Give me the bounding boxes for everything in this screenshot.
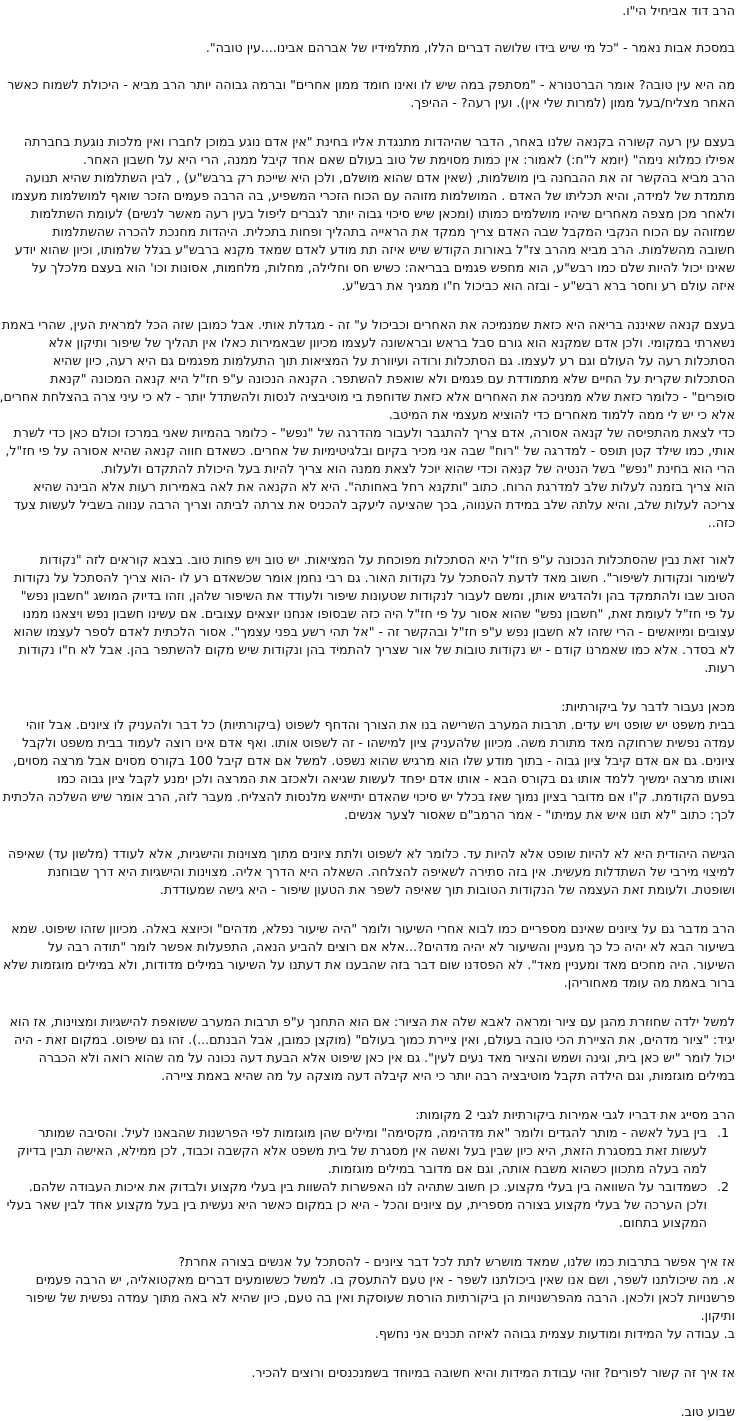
text-line: למיצוי מירבי של השתדלות מעשית. אין בזה סתירה לשאיפה להצלחה. השאלה היא הדרך אליה. מצוינות והישגיות היא דרך שבוחנת <box>47 864 735 879</box>
text-line: שבוע טוב. <box>680 1404 735 1419</box>
text-line: שאינו יכול להיות שלם כמו רבש"ע, הוא מחפש פגמים בבריאה: כשיש חס וחלילה, מחלות, מלחמות, אסונות וכו' הוא בעצם מלכלך על <box>31 260 735 275</box>
paragraph-gap <box>7 677 735 698</box>
text-line: הסתכלות שקרית על החיים שלא מתמודדת עם פגמים ולא שואפת להשתפר. הקנאה הנכונה ע"פ חז"ל היא קנאה המכונה "קנאת <box>50 371 735 386</box>
text-line: הרי הוא בחינת "נפש" בשל הנטיה של קנאה וכדי שהוא יוכל לצאת ממנה הוא צריך להיות בעל היכולת להתקדם ולעלות. <box>100 461 735 476</box>
text-line: על פי חז"ל לעומת זאת, "חשבון נפש" שהוא אסור על פי חז"ל היה כזה שבסופו אנחנו יוצאים עצובים. אם עשינו חשבון נפש ויצאנו ממנו <box>22 606 735 621</box>
paragraph-evil-eye-jealousy <box>7 133 735 295</box>
paragraph-gap <box>7 1343 735 1364</box>
text-line: סופרים" - כלומר כזאת שלא ממניכה את האחרים אלא כזאת שדוחפת בי מוטיבציה לנסות ולהשתדל יותר - לא כי עיני צרה בהצלחת אחרים, <box>0 389 735 404</box>
text-line: שמזוהה עם הכוח הנקבי המקבל שבה האדם צריך ממקד את הראייה בתהליך ופחות בתכלית. היהדות מחנכת להכרה שהשתלמות <box>52 224 735 239</box>
closing-line <box>7 1403 735 1421</box>
paragraph-gap <box>7 992 735 1013</box>
text-line: אז איך זה קשור לפורים? זוהי עבודת המידות והיא חשובה במיוחד בשמנכנסים ורוצים להכיר. <box>251 1365 735 1380</box>
paragraph-gap <box>7 1085 735 1106</box>
text-line: עמדה נפשית שרחוקה מאד מתורת משה. מכיוון שלהעניק ציון למישהו - זה לשפוט אותו. ואף אדם אינו רוצה לעמוד בבית משפט ולקבל <box>22 735 735 750</box>
paragraph-child-drawing <box>7 1013 735 1085</box>
opening-line <box>7 2 735 20</box>
paragraph-avot-quote <box>7 39 735 57</box>
text-line: צריכה לעלות שלב, והיא עלתה שלב במידת הענווה, בכך שהציעה ליעקב להכניס את צרתה לביתה וצריך הרבה ענווה בשביל לעשות צעד <box>13 497 735 512</box>
paragraph-exceptions-intro <box>7 1106 735 1124</box>
paragraph-gap <box>7 112 735 133</box>
text-line: מתמדת של למידה, והיא תכליתו של האדם . המושלמות מזוהה עם הכוח הזכרי המשפיע, בה הרבה פעמים הזכר שואף למושלמות מעצמו <box>11 188 735 203</box>
text-line: הסתכלות רעה על העולם וגם רע לעצמו. גם הסתכלות ורודה ועיוורת על המציאות תוך התעלמות מפגמים גם היא רעה, כיון שהיא <box>52 353 735 368</box>
text-line: לשימור ונקודות לשיפור". חשוב מאד לדעת להסתכל על נקודות האור. גם רבי נחמן אומר שכשאדם רע לו -הוא צריך להסתכל על נקודות <box>13 570 735 585</box>
paragraph-gap <box>7 20 735 39</box>
exceptions-list <box>7 1124 735 1232</box>
list-item <box>6 1178 729 1232</box>
text-line: עצובים ומיואשים - הרי שזהו לא חשבון נפש ע"פ חז"ל ובהקשר זה - "אל תהי רשע בפני עצמך". אסור הלכתית לאדם לספר לעצמו שהוא <box>13 624 735 639</box>
text-line: הטוב שבו ולהתמקד בהן ולהדגיש אותן, ומשם לעבור לנקודות שטעונות שיפור ולעודד את השיפור שלהן, וזהו בדיוק המושג "חשבון נפש" <box>20 588 735 603</box>
paragraph-witness-not-judge <box>7 845 735 899</box>
text-line: הגישה היהודית היא לא להיות שופט אלא להיות עד. כלומר לא לשפוט ולתת ציונים מתוך מצוינות והישגיות, אלא לעודד (מלשון עד) שאיפה <box>8 846 735 861</box>
paragraph-unhealthy-jealousy <box>0 316 735 532</box>
text-line: לעשות זאת במסגרת הזאת, היא כיון שבין בעל ואשה אין מסגרת של בית משפט אלא הקשבה וכבוד, לכן ממילא, האישה תבין בדיוק <box>17 1143 707 1158</box>
text-line: האחר מצליח/בעל ממון (למרות שלי אין). ועין רעה? - ההיפך. <box>410 95 735 110</box>
text-line: בעצם עין רעה קשורה בקנאה שלנו באחר, הדבר שהיהדות מתנגדת אליו בחינת "אין אדם נוגע במוכן לחברו ואין מלכות נוגעת בחברתה <box>23 134 735 149</box>
paragraph-gap <box>7 57 735 76</box>
paragraph-good-eye-definition <box>7 76 735 112</box>
text-line: כשמדובר על השוואה בין בעלי מקצוע. כן חשוב שתהיה לנו האפשרות להשוות בין בעלי מקצוע ולבדוק את איכות העבודה שלהם. <box>28 1179 707 1194</box>
paragraph-sober-view <box>7 551 735 677</box>
text-line: מה היא עין טובה? אומר הברטנורא - "מסתפק במה שיש לו ואינו חומד ממון אחרים" וברמה גבוהה יותר הרב מביא - היכולת לשמוח כאשר <box>7 77 735 92</box>
text-line: בבית משפט יש שופט ויש עדים. תרבות המערב השרישה בנו את הצורך והדחף לשפוט (ביקורתיות) כל דבר ולהעניק לו ציונים. אבל זוהי <box>26 717 735 732</box>
text-line: לאור זאת נבין שהסתכלות הנכונה ע"פ חז"ל היא הסתכלות מפוכחת על המציאות. יש טוב ויש פחות טוב. בצבא קוראים לזה "נקודות <box>39 552 735 567</box>
paragraph-gap <box>7 1382 735 1403</box>
paragraph-non-numeric-grades <box>3 920 735 992</box>
text-line: המקצוע בתחום. <box>618 1215 707 1230</box>
text-line: לכך: כתוב "לא תונו איש את עמיתו" - אמר הרמב"ם שאסור לצער אנשים. <box>344 807 735 822</box>
list-item <box>7 1124 729 1178</box>
text-line: במסכת אבות נאמר - "כל מי שיש בידו שלושה דברים הללו, מתלמידיו של אברהם אבינו....עין טובה". <box>205 40 735 55</box>
text-line: הוא צריך בזמנה לעלות שלב למדרגת הרוח. כתוב "ותקנא רחל באחותה". היא לא הקנאה את לאה באמירות רעות אלא הבינה שהיא <box>33 479 735 494</box>
text-line: ותיקון. <box>700 1308 735 1323</box>
text-line: אפילו כמלוא נימה" (יומא ל"ח:) לאמור: אין כמות מסוימת של טוב בעולם שאם אחד קיבל ממנה, הרי היא על חשבון האחר. <box>83 152 735 167</box>
text-line: ברור באמת מה עומד מאחוריהן. <box>563 975 735 990</box>
text-line: רעות. <box>704 660 735 675</box>
text-line: איזה עולם רע וחסר ברא רבש"ע - ובזה הוא כביכול ח"ו ממגיך את רבש"ע. <box>341 278 735 293</box>
text-line: בפעם הקודמת. ק"ו אם מדובר בציון נמוך שאז בכלל יש סיכוי שהאדם יתייאש מלנסות להצליח. מעבר לזה, הרב אומר שיש השלכה הלכתית <box>2 789 735 804</box>
paragraph-gap <box>7 532 735 551</box>
text-line: בין בעל לאשה - מותר להגדים ולומר "את מדהימה, מקסימה" ומילים שהן מוגזמות לפי הפרשנות שהבאנו לעיל. והסיבה שמותר <box>38 1125 707 1140</box>
paragraph-gap <box>7 899 735 920</box>
paragraph-gap <box>7 1232 735 1253</box>
text-line: חשובה מהשלמות. הרב מביא מהרב צז"ל באורות הקודש שיש איזה תת מודע לאדם שמאד מקנא ברבש"ע בגלל שלמותו, וכיון שהוא יודע <box>14 242 735 257</box>
text-line: למשל ילדה שחוזרת מהגן עם ציור ומראה לאבא שלה את הציור: אם הוא התחנך ע"פ תרבות המערב ששואפת להישגיות ומצוינות, אז הוא <box>9 1014 735 1029</box>
text-line: ציונים. גם אם אדם קיבל ציון גבוה - בתוך מודע שלו הוא מרגיש שהוא נשפט. למשל אם אדם קיבל 100 בקורס מסוים אבל מרצה מסוים, <box>13 753 735 768</box>
text-line: בעצם קנאה שאיננה בריאה היא כזאת שמנמיכה את האחרים וכביכול ע" זה - מגדלת אותי. אבל כמובן שזה הכל למראית העין, שהרי באמת <box>1 317 735 332</box>
list-number: 1. <box>716 1125 729 1140</box>
paragraph-gap <box>7 824 735 845</box>
text-line: ולכן הערכה של בעלי מקצוע בצורה מספרית, עם ציונים והכל - היא כן במקום כאשר היא נעשית בין בעל מקצוע אחד לבין שאר בעלי <box>6 1197 707 1212</box>
text-line: בשיעור הבא לא יהיה כל כך מעניין והשיעור לא יהיה מדהים?...אלא אם רוצים להביע הנאה, התפעלות אפשר לומר "תודה רבה על <box>47 939 735 954</box>
text-line: אותי, כמו שילד קטן תופס - למדרגה של "רוח" שבה אני מכיר בקיום ובלגיטימיות של אחרים. כשאדם חווה קנאה שהיא אסורה על פי חז"ל, <box>5 443 735 458</box>
text-line: ולאחר מכן מצפה מאחרים שיהיו מושלמים כמותו (ומכאן שיש סיכוי גבוה יותר לגברים ליפול בעין רעה מאשר לנשים) לעומת השתלמות <box>30 206 735 221</box>
text-line: ב. עבודה על המידות ומודעות עצמית גבוהה לאיזה תכנים אני נחשף. <box>374 1326 735 1341</box>
text-line: פרשנויות לכאן ולכאן. הרבה מהפרשנויות הן ביקורתיות הורסת שעוסקת ואין בה טעם, כיון שהיא לא באה מתוך עמדה נפשית של שיפור <box>25 1290 735 1305</box>
text-line: הרב מביא בהקשר זה את ההבחנה בין מושלמות, (שאין אדם שהוא מושלם, ולכן היא שייכת רק ברבש"ע) , לבין השתלמות שהיא תנועה <box>25 170 735 185</box>
text-line: ואותו מרצה ימשיך ללמד אותו גם בקורס הבא - אותו אדם יפחד לעשות שגיאה ולאכזב את המרצה ולכן ימנע לקבל ציון גבוה כמו <box>57 771 735 786</box>
text-line: אז איך אפשר בתרבות כמו שלנו, שמאד מושרש לתת לכל דבר ציונים - להסתכל על אנשים בצורה אחרת? <box>178 1254 735 1269</box>
text-line: למה בעלה מתכוון כשהוא משבח אותה, וגם אם מדובר במילים מוגזמות. <box>327 1161 707 1176</box>
paragraph-gap <box>7 295 735 316</box>
text-line: נשארתי במקומי. ולכן אדם שמקנא הוא גורם סבל בראש ובראשונה לעצמו מכיוון שבאמירות כאלו אין תהליך של שיפור ותיקון אלא <box>48 335 735 350</box>
text-line: אלא כי יש לי ממה ללמוד מאחרים כדי להוציא מעצמי את המיטב. <box>388 407 735 422</box>
text-line: ושופטת. ולעומת זאת העצמה של הנקודות הטובות תוך שאיפה לשפר את הטעון שיפור - היא גישה שמעודדת. <box>159 882 735 897</box>
text-line: כזה.. <box>707 515 735 530</box>
text-line: כדי לצאת מהתפיסה של קנאה אסורה, אדם צריך להתגבר ולעבור מהדרגה של "נפש" - כלומר בהמיות שאני במרכז וכולם כאן כדי לשרת <box>13 425 735 440</box>
list-number: 2. <box>716 1179 729 1194</box>
text-line: במילים מוגזמות, וגם הילדה תקבל מוטיבציה רבה יותר כי היא קיבלה דעה מוצקה על מה שהיא באמת ציירה. <box>161 1068 735 1083</box>
paragraph-how-to-change <box>7 1253 735 1343</box>
text-line: לא בסדר. אלא כמו שאמרנו קודם - יש נקודות טובות של אור שצריך להתמיד בהן ונקודות שיש מקום להשתפר בהן. אבל לא ח"ו נקודות <box>18 642 735 657</box>
text-line: השיעור. היה מחכים מאד ומעניין מאד". לא הפסדנו שום דבר בזה שהבענו את דעתנו על השיעור במילים מדודות, ולא במילים מוגזמות שלא <box>3 957 735 972</box>
text-line: הרב מסייג את דבריו לגבי אמירות ביקורתיות לגבי 2 מקומות: <box>415 1107 735 1122</box>
text-line: הרב מדבר גם על ציונים שאינם מספריים כמו לבוא אחרי השיעור ולומר "היה שיעור נפלא, מדהים" וכיוצא באלה. מכיוון שזהו שיפוט. שמא <box>11 921 735 936</box>
text-line: יגיד: "ציור מדהים, את הציירת הכי טובה בעולם, ואין ציירת כמוך בעולם" (מוקצן כמובן, אבל הבנתם...). זהו גם שיפוט. במקום זאת - היה <box>14 1032 735 1047</box>
paragraph-purim <box>7 1364 735 1382</box>
paragraph-criticism <box>2 698 735 824</box>
text-line: מכאן נעבור לדבר על ביקורתיות: <box>561 699 735 714</box>
text-line: א. מה שיכולתנו לשפר, ושם אנו שאין ביכולתנו לשפר - אין טעם להתעסק בו. למשל כששומעים דברים מאקטואליה, יש הרבה פעמים <box>35 1272 735 1287</box>
text-line: הרב דוד אביחיל הי"ו. <box>622 3 735 18</box>
text-line: יכול לומר "יש כאן בית, וגינה ושמש והציור מאד נעים לעין". גם אין כאן שיפוט אלא הבעת דעה נכונה על מה שהוא רואה ולא הכברה <box>38 1050 735 1065</box>
